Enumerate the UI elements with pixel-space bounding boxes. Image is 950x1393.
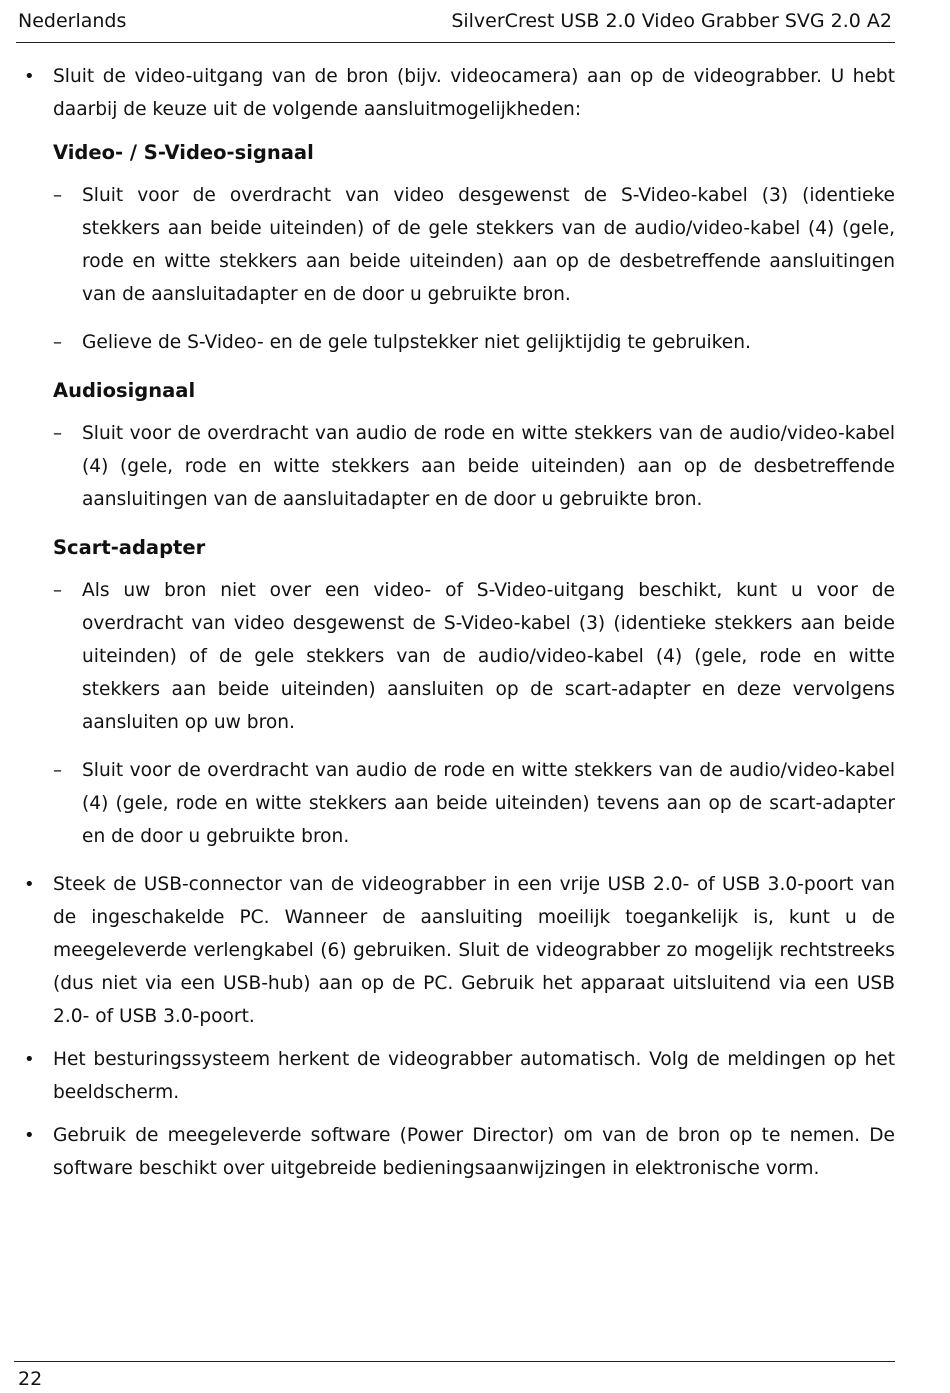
header-language: Nederlands — [18, 10, 127, 32]
dash-icon: – — [53, 185, 62, 206]
dash-item — [53, 574, 895, 739]
bullet-icon: • — [24, 1125, 35, 1146]
bullet-icon: • — [24, 66, 35, 87]
page-footer — [14, 1361, 895, 1393]
header-product-title: SilverCrest USB 2.0 Video Grabber SVG 2.0 A2 — [451, 10, 892, 32]
dash-icon: – — [53, 760, 62, 781]
bullet-text: Sluit de video-uitgang van de bron (bijv. videocamera) aan op de videograbber. U hebt daarbij de keuze uit de volgende aansluitmogelijkheden: — [53, 66, 895, 120]
dash-item-text: Gelieve de S-Video- en de gele tulpstekker niet gelijktijdig te gebruiken. — [82, 332, 751, 353]
section-heading-video: Video- / S-Video-signaal — [53, 141, 314, 164]
bullet-item-os-detect — [24, 1043, 895, 1109]
bullet-text: Steek de USB-connector van de videograbber in een vrije USB 2.0- of USB 3.0-poort van de ingeschakelde PC. Wanneer de aansluiting moeilijk toegankelijk is, kunt u de meegeleverde verlengkabel (6) gebruiken. Sluit de videograbber zo mogelijk rechtstreeks (dus niet via een USB-hub) aan op de PC. Gebruik het apparaat uitsluitend via een USB 2.0- of USB 3.0-poort. — [53, 874, 895, 1027]
page-content — [24, 60, 895, 1195]
page-number: 22 — [18, 1368, 43, 1390]
bullet-icon: • — [24, 1049, 35, 1070]
dash-item — [53, 179, 895, 311]
page-header — [16, 0, 895, 43]
bullet-item-usb-connect — [24, 868, 895, 1033]
dash-item-text: Als uw bron niet over een video- of S-Video-uitgang beschikt, kunt u voor de overdracht van video desgewenst de S-Video-kabel (3) (identieke stekkers aan beide uiteinden) of de gele stekkers van de audio/video-kabel (4) (gele, rode en witte stekkers aan beide uiteinden) aansluiten op de scart-adapter en deze vervolgens aansluiten op uw bron. — [82, 580, 895, 733]
dash-icon: – — [53, 423, 62, 444]
dash-item — [53, 754, 895, 853]
dash-item-text: Sluit voor de overdracht van audio de rode en witte stekkers van de audio/video-kabel (4) (gele, rode en witte stekkers aan beide uiteinden) aan op de desbetreffende aansluitingen van de aansluitadapter en de door u gebruikte bron. — [82, 423, 895, 510]
dash-item-text: Sluit voor de overdracht van audio de rode en witte stekkers van de audio/video-kabel (4) (gele, rode en witte stekkers aan beide uiteinden) tevens aan op de scart-adapter en de door u gebruikte bron. — [82, 760, 895, 847]
bullet-icon: • — [24, 874, 35, 895]
bullet-item-connect-source — [24, 60, 895, 853]
bullet-item-software — [24, 1119, 895, 1185]
dash-item-text: Sluit voor de overdracht van video desgewenst de S-Video-kabel (3) (identieke stekkers aan beide uiteinden) of de gele stekkers van de audio/video-kabel (4) (gele, rode en witte stekkers aan beide uiteinden) aan op de desbetreffende aansluitingen van de aansluitadapter en de door u gebruikte bron. — [82, 185, 895, 305]
dash-icon: – — [53, 332, 62, 353]
section-heading-scart: Scart-adapter — [53, 536, 206, 559]
dash-item — [53, 417, 895, 516]
bullet-text: Het besturingssysteem herkent de videograbber automatisch. Volg de meldingen op het beeldscherm. — [53, 1049, 895, 1103]
section-heading-audio: Audiosignaal — [53, 379, 196, 402]
dash-icon: – — [53, 580, 62, 601]
dash-item — [53, 326, 895, 359]
bullet-text: Gebruik de meegeleverde software (Power Director) om van de bron op te nemen. De software beschikt over uitgebreide bedieningsaanwijzingen in elektronische vorm. — [53, 1125, 895, 1179]
